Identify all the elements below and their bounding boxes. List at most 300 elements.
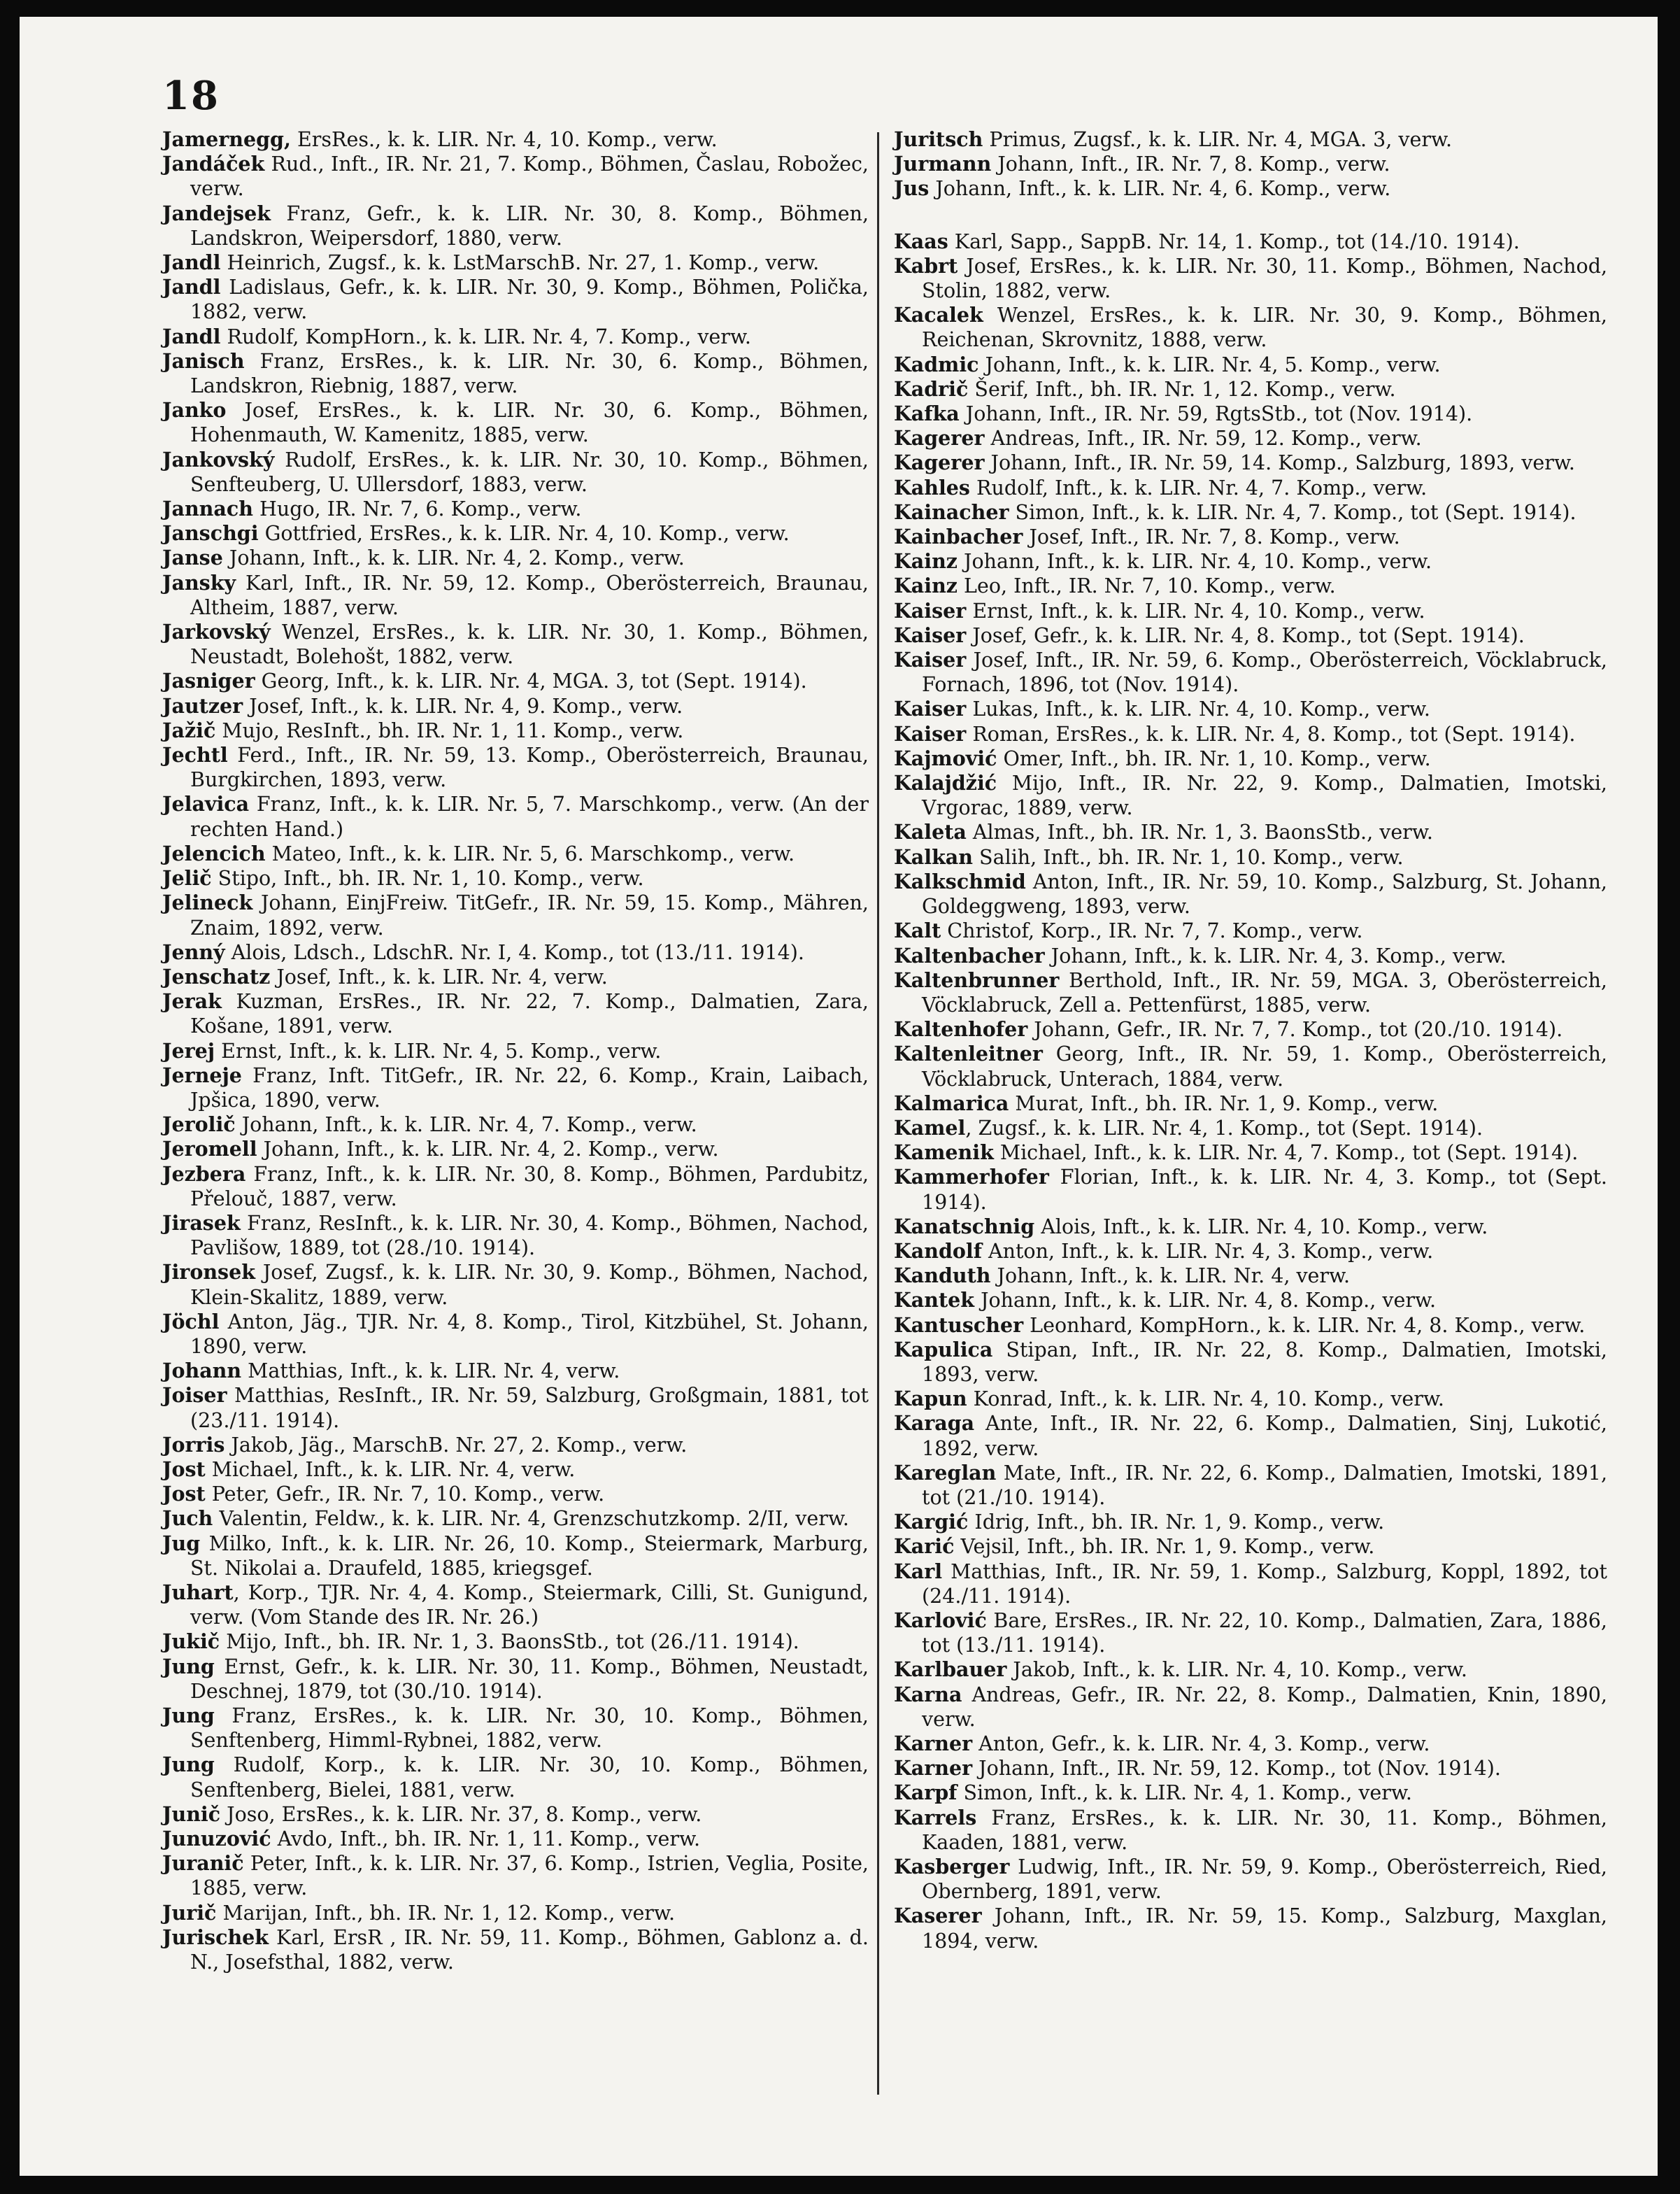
entry-details: Johann, Inft., k. k. LIR. Nr. 4, 2. Komp., verw. [222, 546, 685, 570]
entry-surname: Jansky [162, 570, 236, 595]
entry-details: Almas, Inft., bh. IR. Nr. 1, 3. BaonsStb., verw. [966, 821, 1433, 844]
entry-details: Mijo, Inft., bh. IR. Nr. 1, 3. BaonsStb., tot (26./11. 1914). [220, 1630, 799, 1654]
entry-surname: Jurmann [894, 152, 992, 176]
entry-surname: Johann [162, 1359, 242, 1383]
entry-surname: Jautzer [162, 693, 243, 718]
entry-surname: Jerneje [162, 1063, 242, 1087]
entry-details: Rud., Inft., IR. Nr. 21, 7. Komp., Böhmen, Časlau, Robožec, verw. [190, 153, 869, 201]
entry-surname: Jenschatz [162, 964, 271, 989]
list-entry [894, 1683, 1607, 1732]
entry-surname: Kaiser [894, 623, 967, 647]
entry-surname: Jarkovský [162, 620, 271, 644]
entry-details: Josef, Inft., IR. Nr. 7, 8. Komp., verw. [1023, 525, 1400, 549]
list-entry [894, 845, 1607, 870]
list-entry [894, 1657, 1607, 1682]
entry-surname: Kamel [894, 1115, 966, 1140]
entry-surname: Kalmarica [894, 1091, 1009, 1115]
list-entry [162, 1704, 869, 1753]
entry-details: Peter, Inft., k. k. LIR. Nr. 37, 6. Komp., Istrien, Veglia, Posite, 1885, verw. [190, 1852, 869, 1900]
list-entry [894, 1338, 1607, 1387]
list-entry [894, 574, 1607, 598]
entry-surname: Kainz [894, 574, 958, 598]
list-entry [894, 599, 1607, 623]
entry-surname: Jurič [162, 1900, 217, 1925]
entry-details: Alois, Inft., k. k. LIR. Nr. 4, 10. Komp., verw. [1034, 1215, 1488, 1238]
list-entry [894, 1781, 1607, 1805]
entry-surname: Jandejsek [162, 201, 271, 225]
entry-surname: Kalt [894, 919, 941, 943]
document-page [20, 17, 1658, 2176]
entry-surname: Kalkan [894, 844, 973, 869]
entry-surname: Kafka [894, 402, 960, 426]
entry-surname: Kaas [894, 229, 948, 253]
entry-surname: Jus [894, 176, 930, 201]
entry-surname: Karpf [894, 1781, 958, 1805]
list-entry [894, 623, 1607, 648]
list-entry [894, 870, 1607, 919]
entry-details: Jakob, Inft., k. k. LIR. Nr. 4, 10. Komp., verw. [1006, 1658, 1467, 1682]
list-entry [162, 694, 869, 719]
list-entry [162, 1655, 869, 1704]
list-entry [162, 1137, 869, 1161]
list-entry [894, 1387, 1607, 1411]
list-entry [162, 497, 869, 521]
entry-surname: Janko [162, 398, 227, 423]
list-entry [894, 1904, 1607, 1953]
entry-details: Omer, Inft., bh. IR. Nr. 1, 10. Komp., verw. [997, 746, 1431, 770]
entry-details: Mateo, Inft., k. k. LIR. Nr. 5, 6. Marschkomp., verw. [265, 842, 795, 865]
entry-details: Primus, Zugsf., k. k. LIR. Nr. 4, MGA. 3, verw. [983, 128, 1453, 151]
entry-surname: Kamenik [894, 1140, 994, 1165]
entry-details: Franz, ErsRes., k. k. LIR. Nr. 30, 10. Komp., Böhmen, Senftenberg, Himml-Rybnei, 1882, verw. [190, 1704, 869, 1753]
entry-surname: Jorris [162, 1432, 225, 1457]
entry-details: Josef, Inft., IR. Nr. 59, 6. Komp., Oberösterreich, Vöcklabruck, Fornach, 1896, tot (Nov. 1914). [922, 649, 1607, 697]
entry-details: Christof, Korp., IR. Nr. 7, 7. Komp., verw. [941, 919, 1363, 943]
list-entry [894, 1288, 1607, 1312]
list-entry [162, 1827, 869, 1851]
entry-surname: Jenný [162, 940, 225, 964]
entry-surname: Jironsek [162, 1260, 255, 1284]
list-entry [894, 1017, 1607, 1042]
list-entry [162, 1162, 869, 1211]
entry-details: Matthias, Inft., k. k. LIR. Nr. 4, verw. [241, 1359, 620, 1383]
entry-surname: Jost [162, 1457, 206, 1481]
entry-details: , Zugsf., k. k. LIR. Nr. 4, 1. Komp., tot (Sept. 1914). [965, 1116, 1483, 1140]
list-entry [894, 1091, 1607, 1116]
list-entry [162, 1433, 869, 1457]
entry-details: Alois, Ldsch., LdschR. Nr. I, 4. Komp., tot (13./11. 1914). [225, 940, 804, 964]
entry-details: Anton, Gefr., k. k. LIR. Nr. 4, 3. Komp., verw. [972, 1732, 1430, 1755]
entry-surname: Kagerer [894, 451, 985, 475]
entry-details: Rudolf, Korp., k. k. LIR. Nr. 30, 10. Komp., Böhmen, Senftenberg, Bielei, 1881, verw. [190, 1753, 869, 1802]
entry-details: Ferd., Inft., IR. Nr. 59, 13. Komp., Oberösterreich, Braunau, Burgkirchen, 1893, verw. [190, 744, 869, 792]
entry-surname: Jukič [162, 1629, 220, 1654]
entry-details: Murat, Inft., bh. IR. Nr. 1, 9. Komp., verw. [1009, 1091, 1439, 1115]
entry-details: Bare, ErsRes., IR. Nr. 22, 10. Komp., Dalmatien, Zara, 1886, tot (13./11. 1914). [922, 1608, 1607, 1657]
list-entry [894, 1140, 1607, 1165]
entry-surname: Karrels [894, 1805, 977, 1829]
entry-surname: Jelič [162, 866, 212, 891]
list-entry [162, 965, 869, 989]
entry-details: Michael, Inft., k. k. LIR. Nr. 4, 7. Komp., tot (Sept. 1914). [993, 1141, 1579, 1165]
entry-details: Georg, Inft., IR. Nr. 59, 1. Komp., Oberösterreich, Vöcklabruck, Unterach, 1884, verw. [922, 1042, 1607, 1091]
list-entry [894, 648, 1607, 697]
entry-details: Rudolf, Inft., k. k. LIR. Nr. 4, 7. Komp., verw. [969, 476, 1428, 500]
list-entry [162, 1629, 869, 1654]
entry-surname: Jung [162, 1753, 215, 1777]
list-entry [162, 940, 869, 965]
entry-details: Idrig, Inft., bh. IR. Nr. 1, 9. Komp., verw. [968, 1510, 1385, 1534]
entry-details: Rudolf, ErsRes., k. k. LIR. Nr. 30, 10. Komp., Böhmen, Senfteuberg, U. Ullersdorf, 1883, verw. [190, 448, 869, 496]
list-entry [162, 250, 869, 275]
entry-surname: Jezbera [162, 1161, 246, 1186]
list-entry [162, 398, 869, 447]
entry-details: Karl, Inft., IR. Nr. 59, 12. Komp., Oberösterreich, Braunau, Altheim, 1887, verw. [190, 571, 869, 619]
entry-details: Johann, Inft., IR. Nr. 59, 15. Komp., Salzburg, Maxglan, 1894, verw. [922, 1904, 1607, 1953]
entry-surname: Kadrič [894, 376, 969, 401]
entry-surname: Jirasek [162, 1210, 241, 1235]
entry-details: Johann, Inft., IR. Nr. 59, RgtsStb., tot (Nov. 1914). [959, 402, 1473, 426]
list-entry [162, 891, 869, 940]
entry-surname: Kaiser [894, 598, 967, 623]
entry-surname: Jöchl [162, 1309, 220, 1333]
entry-surname: Jerolič [162, 1112, 236, 1137]
left-column [162, 127, 869, 1974]
entry-details: Marijan, Inft., bh. IR. Nr. 1, 12. Komp., verw. [216, 1901, 676, 1925]
entry-details: Milko, Inft., k. k. LIR. Nr. 26, 10. Komp., Steiermark, Marburg, St. Nikolai a. Draufeld, 1885, kriegsgef. [190, 1531, 869, 1580]
entry-surname: Kasberger [894, 1855, 1010, 1879]
list-entry [162, 1383, 869, 1432]
list-entry [894, 1042, 1607, 1091]
list-entry [162, 546, 869, 570]
entry-details: Johann, Inft., IR. Nr. 59, 14. Komp., Salzburg, 1893, verw. [984, 451, 1575, 475]
entry-surname: Kantuscher [894, 1312, 1024, 1337]
entry-surname: Jung [162, 1704, 215, 1727]
entry-details: Leo, Inft., IR. Nr. 7, 10. Komp., verw. [957, 574, 1336, 598]
entry-details: Franz, ErsRes., k. k. LIR. Nr. 30, 11. Komp., Böhmen, Kaaden, 1881, verw. [922, 1806, 1607, 1854]
entry-details: Josef, Zugsf., k. k. LIR. Nr. 30, 9. Komp., Böhmen, Nachod, Klein-Skalitz, 1889, verw. [190, 1261, 869, 1309]
entry-surname: Junuzović [162, 1827, 271, 1851]
entry-surname: Kabrt [894, 253, 958, 278]
list-entry [894, 303, 1607, 352]
entry-details: Roman, ErsRes., k. k. LIR. Nr. 4, 8. Komp., tot (Sept. 1914). [966, 722, 1576, 746]
entry-surname: Karner [894, 1756, 973, 1781]
entry-details: Karl, ErsR , IR. Nr. 59, 11. Komp., Böhmen, Gablonz a. d. N., Josefsthal, 1882, verw. [190, 1925, 869, 1974]
entry-details: Joso, ErsRes., k. k. LIR. Nr. 37, 8. Komp., verw. [220, 1802, 702, 1826]
list-entry [162, 669, 869, 693]
list-entry [894, 820, 1607, 844]
entry-surname: Juch [162, 1506, 213, 1531]
entry-details: Salih, Inft., bh. IR. Nr. 1, 10. Komp., verw. [973, 845, 1404, 869]
entry-details: Franz, Inft., k. k. LIR. Nr. 30, 8. Komp., Böhmen, Pardubitz, Přelouč, 1887, verw. [190, 1162, 869, 1210]
entry-surname: Kaleta [894, 820, 967, 844]
entry-details: Franz, Inft. TitGefr., IR. Nr. 22, 6. Komp., Krain, Laibach, Jpšica, 1890, verw. [190, 1063, 869, 1112]
entry-details: Franz, Gefr., k. k. LIR. Nr. 30, 8. Komp., Böhmen, Landskron, Weipersdorf, 1880, verw. [190, 201, 869, 250]
page-number: 18 [162, 73, 220, 119]
list-entry [162, 1039, 869, 1063]
entry-details: Ernst, Gefr., k. k. LIR. Nr. 30, 11. Komp., Böhmen, Neustadt, Deschnej, 1879, tot (30./10. 1914). [190, 1655, 869, 1703]
entry-details: Johann, Inft., k. k. LIR. Nr. 4, 3. Komp., verw. [1044, 944, 1507, 968]
entry-details: Avdo, Inft., bh. IR. Nr. 1, 11. Komp., verw. [271, 1827, 701, 1851]
entry-details: Matthias, Inft., IR. Nr. 59, 1. Komp., Salzburg, Koppl, 1892, tot (24./11. 1914). [922, 1559, 1607, 1608]
list-entry [894, 1264, 1607, 1288]
entry-details: Josef, Inft., k. k. LIR. Nr. 4, verw. [270, 965, 608, 989]
entry-details: Franz, ResInft., k. k. LIR. Nr. 30, 4. Komp., Böhmen, Nachod, Pavlišow, 1889, tot (28./10. 1914). [190, 1211, 869, 1260]
list-entry [162, 448, 869, 497]
entry-details: Florian, Inft., k. k. LIR. Nr. 4, 3. Komp., tot (Sept. 1914). [922, 1166, 1607, 1214]
list-entry [894, 254, 1607, 303]
entry-surname: Jug [162, 1531, 201, 1555]
entry-details: Johann, Inft., k. k. LIR. Nr. 4, 2. Komp., verw. [257, 1138, 719, 1161]
entry-details: Berthold, Inft., IR. Nr. 59, MGA. 3, Oberösterreich, Vöcklabruck, Zell a. Pettenfürst, 1885, verw. [922, 968, 1607, 1017]
entry-details: Heinrich, Zugsf., k. k. LstMarschB. Nr. 27, 1. Komp., verw. [220, 251, 820, 275]
list-entry [162, 152, 869, 201]
list-entry [894, 1215, 1607, 1239]
entry-surname: Jandáček [162, 152, 265, 176]
entry-surname: Jurischek [162, 1925, 269, 1949]
entry-surname: Kaserer [894, 1904, 982, 1928]
entry-surname: Janisch [162, 348, 245, 373]
list-entry [894, 1559, 1607, 1608]
entry-details: Anton, Jäg., TJR. Nr. 4, 8. Komp., Tirol, Kitzbühel, St. Johann, 1890, verw. [190, 1310, 869, 1358]
entry-surname: Jasniger [162, 669, 255, 693]
entry-details: Gottfried, ErsRes., k. k. LIR. Nr. 4, 10. Komp., verw. [258, 522, 790, 546]
list-entry [162, 1506, 869, 1531]
entry-surname: Kandolf [894, 1238, 982, 1263]
list-entry [894, 1534, 1607, 1559]
entry-details: Johann, EinjFreiw. TitGefr., IR. Nr. 59, 15. Komp., Mähren, Znaim, 1892, verw. [190, 891, 869, 940]
entry-details: Josef, Gefr., k. k. LIR. Nr. 4, 8. Komp., tot (Sept. 1914). [966, 623, 1525, 647]
list-entry [894, 1756, 1607, 1781]
entry-surname: Kammerhofer [894, 1165, 1049, 1189]
list-entry [894, 549, 1607, 574]
list-entry [894, 1411, 1607, 1460]
entry-details: Mujo, ResInft., bh. IR. Nr. 1, 11. Komp., verw. [215, 719, 684, 742]
list-entry [162, 1310, 869, 1359]
entry-surname: Joiser [162, 1383, 227, 1408]
entry-details: Johann, Inft., k. k. LIR. Nr. 4, 10. Komp., verw. [957, 550, 1432, 574]
entry-details: Ernst, Inft., k. k. LIR. Nr. 4, 5. Komp., verw. [215, 1039, 662, 1063]
entry-details: Johann, Inft., k. k. LIR. Nr. 4, verw. [990, 1264, 1351, 1288]
list-entry [162, 1580, 869, 1629]
list-entry [894, 176, 1607, 201]
entry-surname: Jandl [162, 324, 221, 348]
entry-details: Ludwig, Inft., IR. Nr. 59, 9. Komp., Oberösterreich, Ried, Obernberg, 1891, verw. [922, 1855, 1607, 1904]
entry-details: Johann, Inft., k. k. LIR. Nr. 4, 8. Komp., verw. [974, 1289, 1437, 1312]
list-entry [162, 1753, 869, 1802]
list-entry [894, 426, 1607, 451]
entry-surname: Kaiser [894, 648, 967, 672]
list-entry [894, 152, 1607, 176]
entry-details: Šerif, Inft., bh. IR. Nr. 1, 12. Komp., verw. [968, 377, 1396, 401]
list-entry [162, 719, 869, 743]
list-entry [162, 1925, 869, 1974]
entry-surname: Jelineck [162, 891, 253, 915]
list-entry [162, 1802, 869, 1827]
entry-surname: Kapulica [894, 1337, 993, 1361]
list-entry [162, 743, 869, 792]
list-entry [894, 1116, 1607, 1140]
entry-details: Johann, Inft., k. k. LIR. Nr. 4, 7. Komp., verw. [235, 1113, 697, 1137]
entry-surname: Karaga [894, 1411, 975, 1436]
entry-details: Ladislaus, Gefr., k. k. LIR. Nr. 30, 9. Komp., Böhmen, Polička, 1882, verw. [190, 276, 869, 324]
list-entry [162, 349, 869, 398]
list-entry [894, 1165, 1607, 1214]
list-entry [894, 1732, 1607, 1756]
entry-details: Johann, Inft., IR. Nr. 59, 12. Komp., tot (Nov. 1914). [972, 1757, 1501, 1781]
entry-surname: Kargić [894, 1510, 969, 1534]
list-entry [894, 476, 1607, 500]
entry-surname: Kainz [894, 549, 958, 574]
list-entry [894, 127, 1607, 152]
list-entry [162, 201, 869, 250]
list-entry [162, 571, 869, 620]
section-gap [894, 201, 1607, 229]
list-entry [162, 1482, 869, 1506]
entry-surname: Jeromell [162, 1137, 257, 1161]
entry-details: Simon, Inft., k. k. LIR. Nr. 4, 7. Komp., tot (Sept. 1914). [1009, 500, 1576, 524]
entry-surname: Jerak [162, 989, 222, 1014]
entry-surname: Karlbauer [894, 1657, 1007, 1682]
list-entry [162, 989, 869, 1038]
entry-surname: Jechtl [162, 743, 228, 767]
entry-surname: Kadmic [894, 352, 979, 376]
list-entry [894, 1510, 1607, 1534]
list-entry [162, 1112, 869, 1137]
entry-details: Josef, ErsRes., k. k. LIR. Nr. 30, 11. Komp., Böhmen, Nachod, Stolin, 1882, verw. [922, 254, 1607, 303]
entry-details: Konrad, Inft., k. k. LIR. Nr. 4, 10. Komp., verw. [967, 1387, 1444, 1411]
list-entry [162, 1457, 869, 1482]
entry-details: Matthias, ResInft., IR. Nr. 59, Salzburg, Großgmain, 1881, tot (23./11. 1914). [190, 1384, 869, 1432]
list-entry [894, 771, 1607, 820]
entry-surname: Kaltenleitner [894, 1042, 1043, 1066]
entry-details: Johann, Inft., k. k. LIR. Nr. 4, 6. Komp., verw. [929, 177, 1391, 201]
entry-details: Kuzman, ErsRes., IR. Nr. 22, 7. Komp., Dalmatien, Zara, Košane, 1891, verw. [190, 990, 869, 1038]
list-entry [894, 229, 1607, 254]
list-entry [894, 1239, 1607, 1264]
entry-surname: Kalkschmid [894, 869, 1026, 893]
entry-surname: Jost [162, 1482, 206, 1506]
list-entry [894, 1855, 1607, 1904]
list-entry [894, 377, 1607, 402]
entry-details: Josef, Inft., k. k. LIR. Nr. 4, 9. Komp., verw. [243, 694, 683, 718]
entry-surname: Jamernegg, [162, 127, 291, 151]
entry-surname: Juhart [162, 1580, 234, 1604]
list-entry [162, 1851, 869, 1900]
list-entry [894, 402, 1607, 426]
list-entry [162, 1901, 869, 1925]
entry-surname: Jannach [162, 497, 253, 521]
entry-details: Ante, Inft., IR. Nr. 22, 6. Komp., Dalmatien, Sinj, Lukotić, 1892, verw. [922, 1412, 1607, 1460]
entry-details: Mate, Inft., IR. Nr. 22, 6. Komp., Dalmatien, Imotski, 1891, tot (21./10. 1914). [922, 1461, 1607, 1509]
entry-details: Georg, Inft., k. k. LIR. Nr. 4, MGA. 3, tot (Sept. 1914). [255, 670, 807, 693]
entry-surname: Karna [894, 1682, 962, 1706]
list-entry [894, 1608, 1607, 1657]
entry-details: Rudolf, KompHorn., k. k. LIR. Nr. 4, 7. Komp., verw. [220, 325, 751, 348]
entry-surname: Jelavica [162, 792, 250, 816]
entry-details: Valentin, Feldw., k. k. LIR. Nr. 4, Grenzschutzkomp. 2/II, verw. [213, 1507, 849, 1531]
list-entry [894, 968, 1607, 1017]
entry-surname: Kagerer [894, 426, 985, 451]
entry-surname: Kaltenbacher [894, 943, 1045, 968]
entry-details: Wenzel, ErsRes., k. k. LIR. Nr. 30, 9. Komp., Böhmen, Reichenan, Skrovnitz, 1888, verw. [922, 304, 1607, 352]
entry-details: Peter, Gefr., IR. Nr. 7, 10. Komp., verw. [205, 1482, 605, 1506]
entry-surname: Juranič [162, 1851, 244, 1876]
list-entry [162, 620, 869, 669]
entry-details: Andreas, Gefr., IR. Nr. 22, 8. Komp., Dalmatien, Knin, 1890, verw. [922, 1683, 1607, 1731]
entry-details: Simon, Inft., k. k. LIR. Nr. 4, 1. Komp., verw. [957, 1781, 1412, 1805]
list-entry [894, 944, 1607, 968]
entry-surname: Jandl [162, 275, 221, 299]
list-entry [162, 1063, 869, 1112]
entry-details: Josef, ErsRes., k. k. LIR. Nr. 30, 6. Komp., Böhmen, Hohenmauth, W. Kamenitz, 1885, verw. [190, 399, 869, 447]
entry-surname: Karner [894, 1732, 973, 1755]
list-entry [894, 1313, 1607, 1338]
list-entry [162, 1211, 869, 1260]
entry-surname: Jankovský [162, 447, 275, 472]
list-entry [162, 275, 869, 324]
entry-surname: Jerej [162, 1038, 215, 1063]
entry-details: Anton, Inft., k. k. LIR. Nr. 4, 3. Komp., verw. [981, 1239, 1434, 1263]
entry-details: Andreas, Inft., IR. Nr. 59, 12. Komp., verw. [984, 427, 1422, 451]
list-entry [162, 792, 869, 841]
entry-surname: Karl [894, 1559, 943, 1583]
column-divider [877, 132, 879, 2095]
entry-details: Karl, Sapp., SappB. Nr. 14, 1. Komp., tot (14./10. 1914). [948, 229, 1520, 253]
entry-surname: Jelencich [162, 841, 266, 865]
entry-details: Anton, Inft., IR. Nr. 59, 10. Komp., Salzburg, St. Johann, Goldeggweng, 1893, verw. [922, 870, 1607, 919]
list-entry [894, 919, 1607, 943]
entry-surname: Kanduth [894, 1264, 991, 1288]
right-column [894, 127, 1607, 1953]
list-entry [162, 842, 869, 866]
entry-surname: Kacalek [894, 303, 983, 327]
entry-surname: Kajmović [894, 746, 997, 770]
entry-surname: Kaiser [894, 721, 967, 746]
entry-details: Wenzel, ErsRes., k. k. LIR. Nr. 30, 1. Komp., Böhmen, Neustadt, Bolehošt, 1882, verw. [190, 621, 869, 669]
entry-details: Lukas, Inft., k. k. LIR. Nr. 4, 10. Komp., verw. [966, 698, 1430, 721]
entry-surname: Jung [162, 1654, 215, 1678]
entry-surname: Juritsch [894, 127, 983, 151]
entry-surname: Kaltenbrunner [894, 968, 1060, 992]
entry-surname: Kaiser [894, 697, 967, 721]
entry-details: Franz, ErsRes., k. k. LIR. Nr. 30, 6. Komp., Böhmen, Landskron, Riebnig, 1887, verw. [190, 349, 869, 398]
entry-details: ErsRes., k. k. LIR. Nr. 4, 10. Komp., verw. [290, 128, 718, 151]
entry-surname: Janschgi [162, 521, 259, 546]
entry-surname: Kainbacher [894, 525, 1023, 549]
list-entry [162, 1531, 869, 1580]
list-entry [162, 1260, 869, 1309]
list-entry [162, 325, 869, 349]
list-entry [894, 353, 1607, 377]
entry-surname: Karlović [894, 1608, 987, 1632]
entry-surname: Jandl [162, 250, 221, 275]
entry-surname: Kantek [894, 1288, 975, 1312]
entry-details: Johann, Gefr., IR. Nr. 7, 7. Komp., tot (20./10. 1914). [1027, 1018, 1563, 1042]
entry-details: Jakob, Jäg., MarschB. Nr. 27, 2. Komp., verw. [225, 1433, 688, 1457]
entry-surname: Kahles [894, 475, 970, 500]
list-entry [894, 1461, 1607, 1510]
entry-surname: Kanatschnig [894, 1214, 1035, 1238]
entry-details: Johann, Inft., IR. Nr. 7, 8. Komp., verw. [991, 153, 1390, 176]
entry-surname: Jažič [162, 718, 216, 742]
entry-details: Vejsil, Inft., bh. IR. Nr. 1, 9. Komp., verw. [954, 1535, 1375, 1559]
list-entry [894, 525, 1607, 549]
entry-surname: Kapun [894, 1387, 967, 1411]
entry-details: Leonhard, KompHorn., k. k. LIR. Nr. 4, 8. Komp., verw. [1023, 1313, 1586, 1337]
entry-details: , Korp., TJR. Nr. 4, 4. Komp., Steiermark, Cilli, St. Gunigund, verw. (Vom Stande des IR. Nr. 26.) [190, 1580, 869, 1629]
entry-surname: Janse [162, 546, 223, 570]
